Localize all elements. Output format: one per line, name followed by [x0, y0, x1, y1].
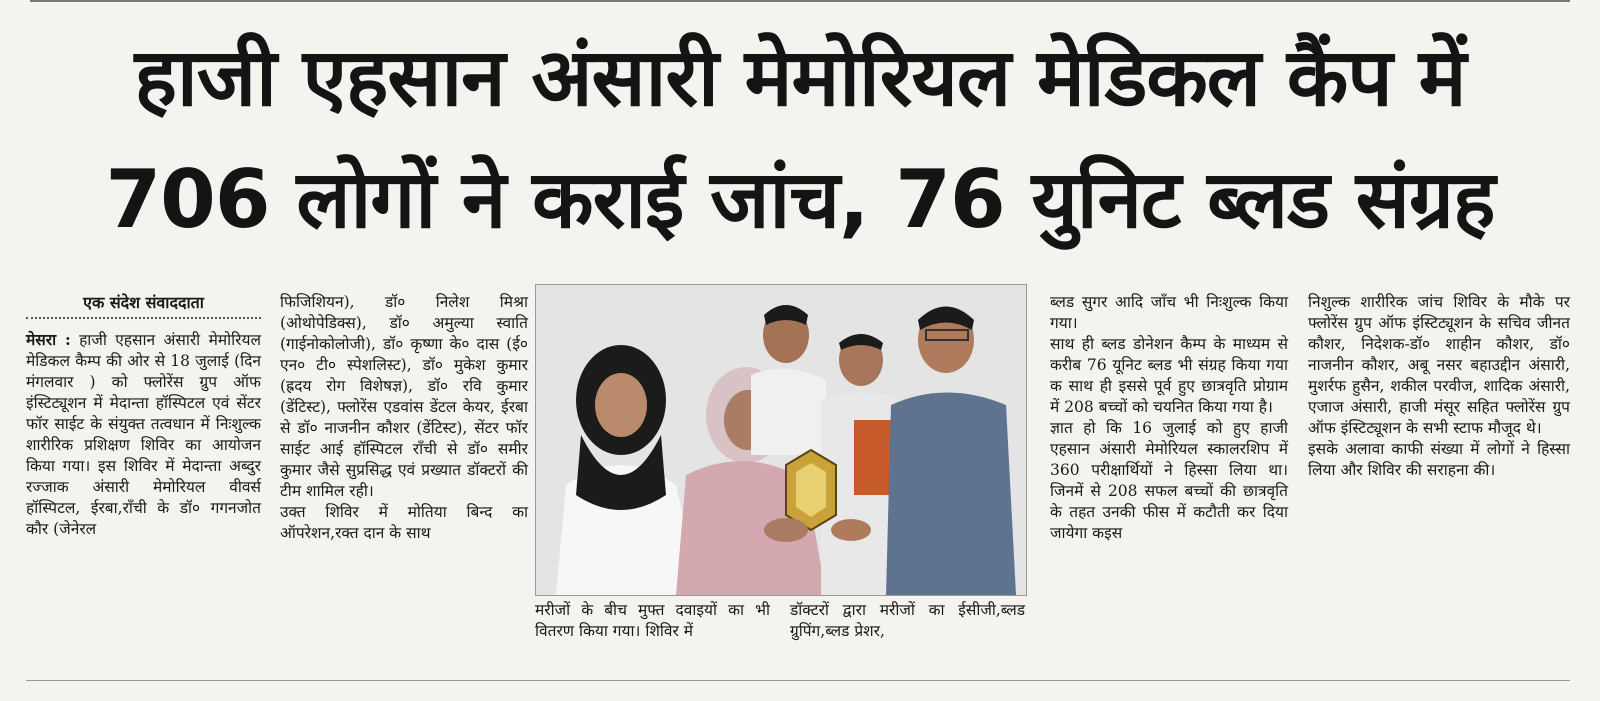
- lead-text: हाजी एहसान अंसारी मेमोरियल मेडिकल कैम्प की ओर से 18 जुलाई (दिन मंगलवार ) को फ्लोरेंस ग्रुप ऑफ इंस्टिट्यूशन में मेदान्ता हॉस्पिटल एवं सेंटर फॉर साईट के संयुक्त तत्वधान में निःशुल्क शारीरिक प्रशिक्षण शिविर का आयोजन किया गया। इस शिविर में मेदान्ता अब्दुर रज्जाक अंसारी मेमोरियल वीवर्स हॉस्पिटल, ईरबा,राँची के डॉ० गगनजोत कौर (जेनेरल: [26, 331, 261, 538]
- person-5-shirt: [886, 393, 1016, 596]
- person-1-face: [595, 373, 647, 437]
- award-plaque-inner: [796, 463, 826, 517]
- column-4-paragraph-2: इसके अलावा काफी संख्या में लोगों ने हिस्सा लिया और शिविर की सराहना की।: [1308, 440, 1570, 479]
- hands-right: [831, 519, 871, 541]
- certificate: [854, 420, 892, 495]
- hands: [764, 518, 808, 542]
- column-2: [280, 292, 528, 544]
- below-photo-right: [790, 600, 1025, 642]
- lead-paragraph: [26, 329, 261, 540]
- column-3-paragraph-1: ब्लड सुगर आदि जाँच भी निःशुल्क किया गया।: [1050, 293, 1288, 332]
- headline-line-1: हाजी एहसान अंसारी मेमोरियल मेडिकल कैंप में: [134, 31, 1466, 124]
- byline: एक संदेश संवाददाता: [26, 292, 261, 319]
- below-photo-left: [535, 600, 770, 642]
- below-photo-left-text: मरीजों के बीच मुफ्त दवाइयों का भी वितरण किया गया। शिविर में: [535, 601, 770, 640]
- column-2-paragraph-2: उक्त शिविर में मोतिया बिन्द का ऑपरेशन,रक्त दान के साथ: [280, 503, 528, 542]
- below-photo-right-text: डॉक्टरों द्वारा मरीजों का ईसीजी,ब्लड ग्रुपिंग,ब्लड प्रेशर,: [790, 601, 1025, 640]
- person-3-shirt: [751, 369, 826, 455]
- column-4-paragraph-1: निशुल्क शारीरिक जांच शिविर के मौके पर फ्लोरेंस ग्रुप ऑफ इंस्टिट्यूशन के सचिव जीनत कौशर, निदेशक-डॉ० शाहीन कौशर, डॉ० नाजनीन कौशर, अबू नसर बहाउद्दीन अंसारी, मुशर्रफ हुसैन, शकील परवीज, शादिक अंसारी, एजाज अंसारी, हाजी मंसूर सहित फ्लोरेंस ग्रुप ऑफ इंस्टिट्यूशन के सभी स्टाफ मौजूद थे।: [1308, 293, 1570, 437]
- news-photo: [535, 284, 1027, 596]
- top-rule: [30, 0, 1570, 10]
- column-4: [1308, 292, 1570, 481]
- column-3: [1050, 292, 1288, 544]
- dateline: मेसरा :: [26, 330, 71, 349]
- column-3-paragraph-2: साथ ही ब्लड डोनेशन कैम्प के माध्यम से करीब 76 यूनिट ब्लड भी संग्रह किया गया क साथ ही इससे पूर्व हुए छात्रवृति प्रोग्राम में 208 बच्चों को चयनित किया गया है।: [1050, 335, 1288, 416]
- headline-line-2: 706 लोगों ने कराई जांच, 76 युनिट ब्लड संग्रह: [105, 153, 1495, 246]
- photo-illustration: [536, 285, 1026, 595]
- column-3-paragraph-3: ज्ञात हो कि 16 जुलाई को हुए हाजी एहसान अंसारी मेमोरियल स्कालरशिप में 360 परीक्षार्थियों ने हिस्सा लिया था। जिनमें से 208 सफल बच्चों की छात्रवृति के तहत उनकी फीस में कटौती कर दिया जायेगा कइस: [1050, 419, 1288, 542]
- column-2-paragraph-1: फिजिशियन), डॉ० निलेश मिश्रा (ओथोपेडिक्स), डॉ० अमुल्या स्वाति (गाईनोकोलोजी), डॉ० कृष्णा के० दास (ई० एन० टी० स्पेशलिस्ट), डॉ० मुकेश कुमार (ह्रदय रोग विशेषज्ञ), डॉ० रवि कुमार (डेंटिस्ट), फ्लोरेंस एडवांस डेंटल केयर, ईरबा से डॉ० नाजनीन कौशर (डेंटिस्ट), सेंटर फॉर साईट आई हॉस्पिटल राँची से डॉ० समीर कुमार जैसे सुप्रसिद्ध एवं प्रख्यात डॉक्टरों की टीम शामिल रही।: [280, 293, 528, 500]
- bottom-rule: [26, 680, 1570, 681]
- column-1: [26, 292, 261, 540]
